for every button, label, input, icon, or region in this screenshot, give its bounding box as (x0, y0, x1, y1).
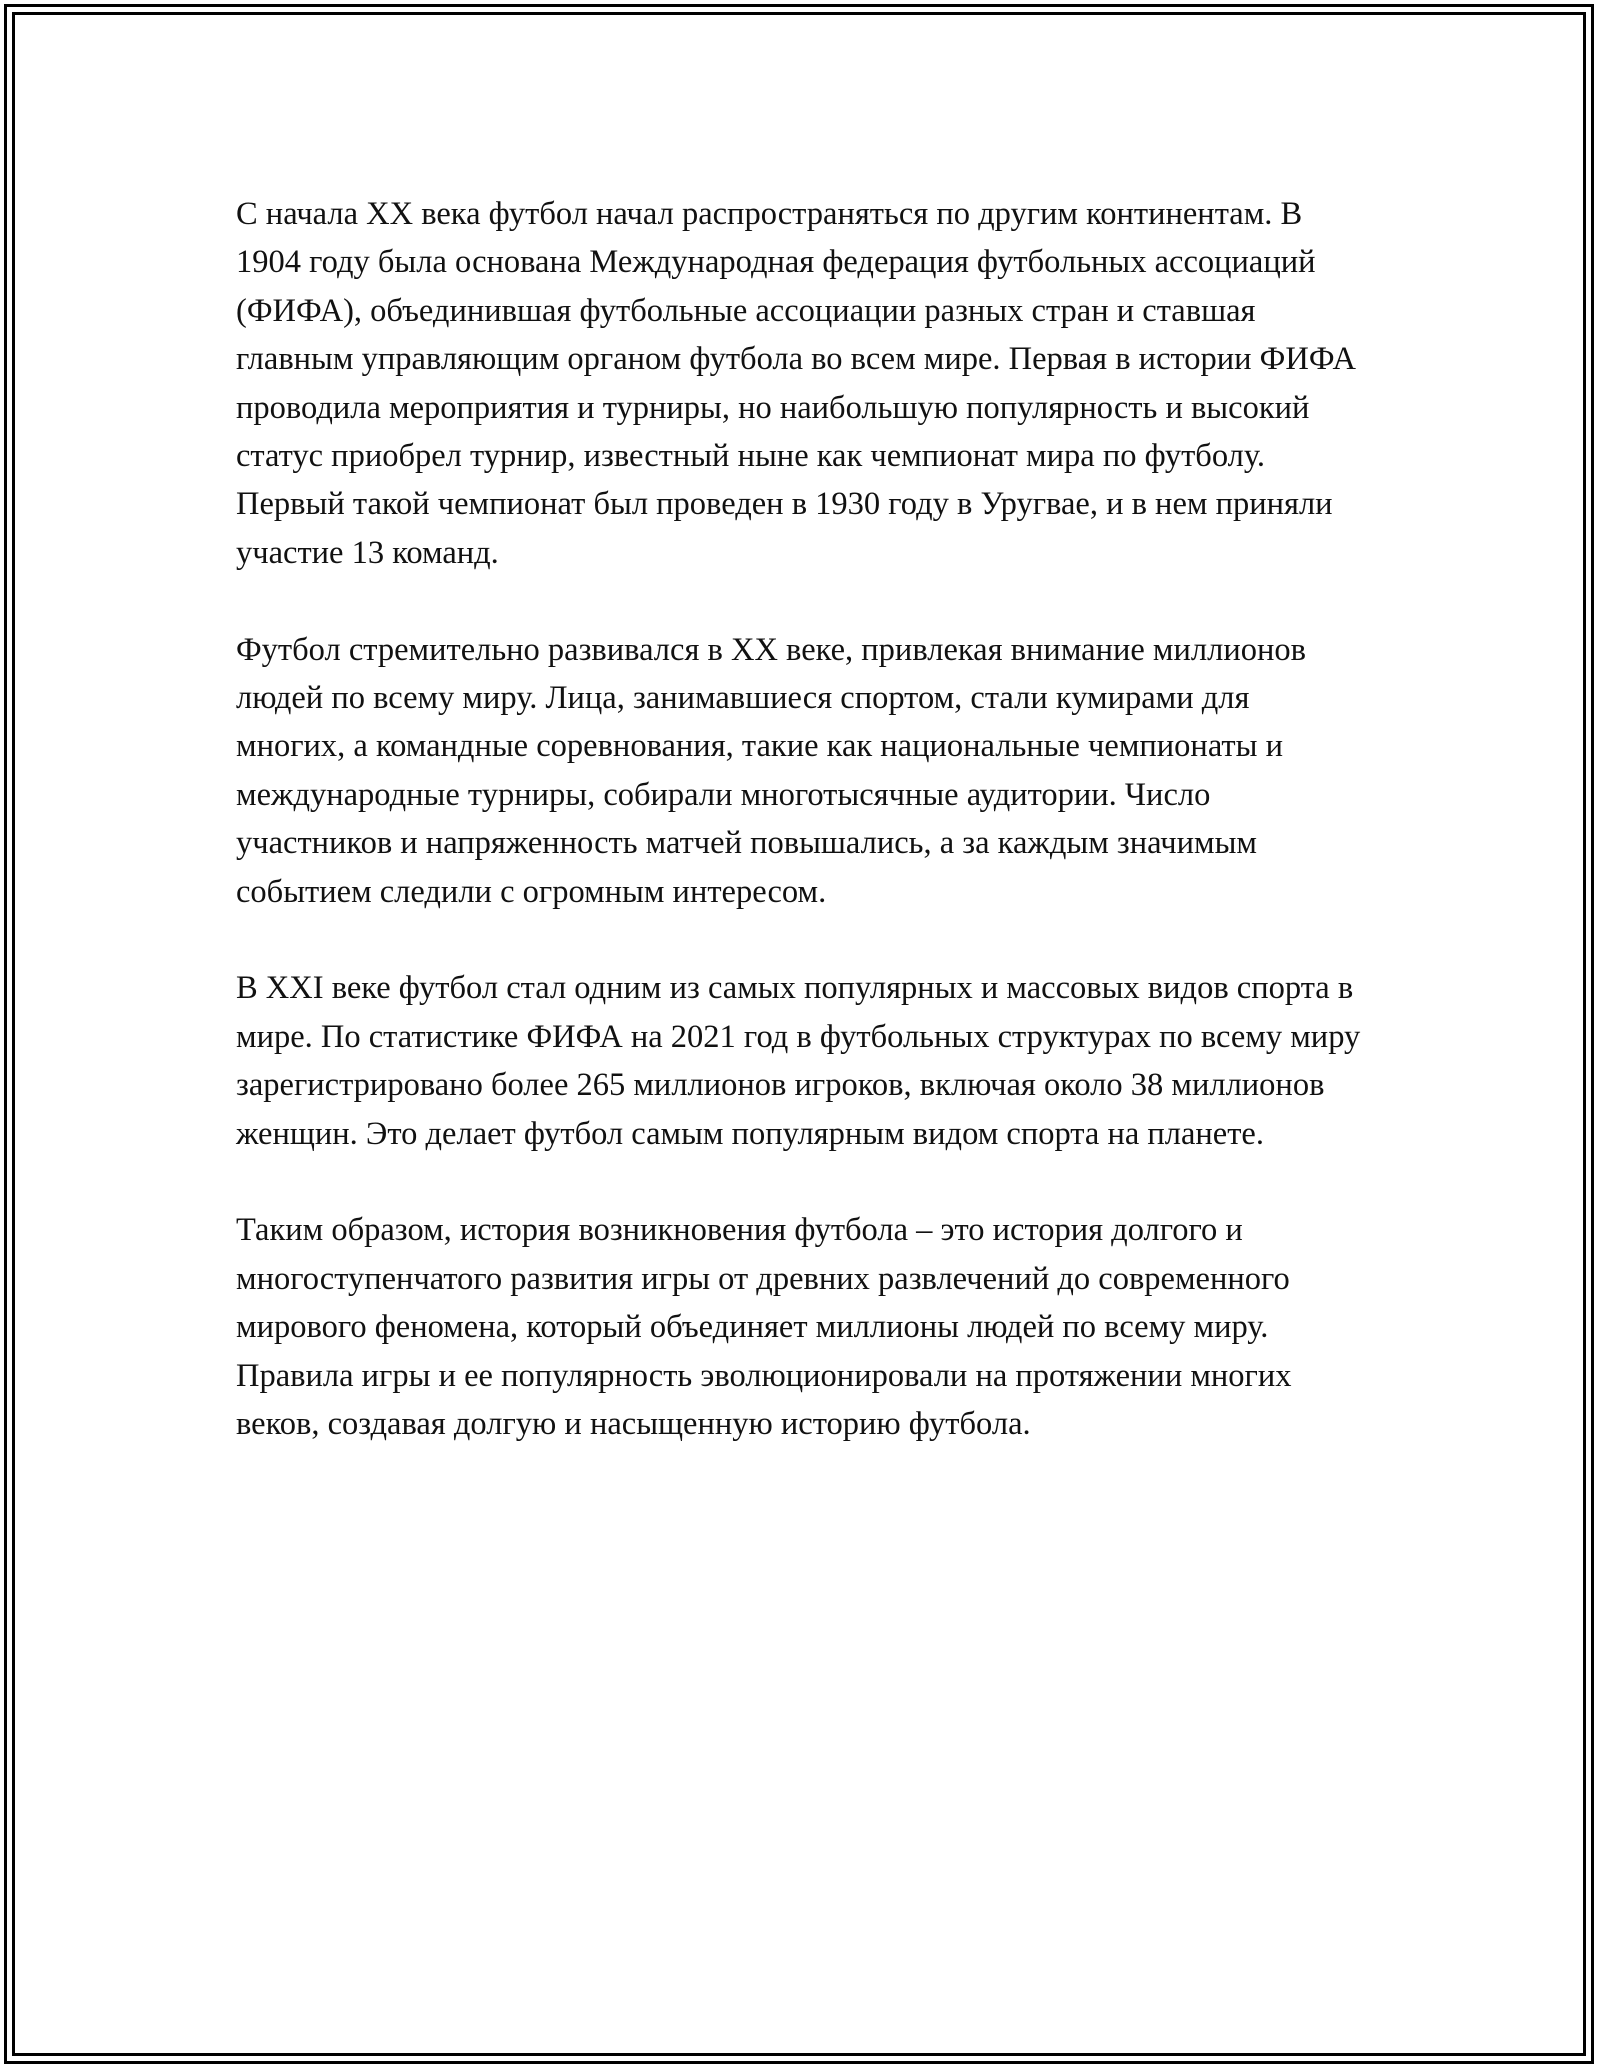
paragraph-3: В XXI веке футбол стал одним из самых популярных и массовых видов спорта в мире. По статистике ФИФА на 2021 год в футбольных структурах по всему миру зарегистрировано более 265 миллионов игроков, включая около 38 миллионов женщин. Это делает футбол самым популярным видом спорта на планете. (236, 970, 1361, 1152)
paragraph-2: Футбол стремительно развивался в XX веке, привлекая внимание миллионов людей по всему миру. Лица, занимавшиеся спортом, стали кумирами для многих, а командные соревнования, такие как национальные чемпионаты и международные турниры, собирали многотысячные аудитории. Число участников и напряженность матчей повышались, а за каждым значимым событием следили с огромным интересом. (236, 631, 1306, 910)
document-body (236, 190, 1366, 1497)
paragraph-1: С начала XX века футбол начал распространяться по другим континентам. В 1904 году была основана Международная федерация футбольных ассоциаций (ФИФА), объединившая футбольные ассоциации разных стран и ставшая главным управляющим органом футбола во всем мире. Первая в истории ФИФА проводила мероприятия и турниры, но наибольшую популярность и высокий статус приобрел турнир, известный ныне как чемпионат мира по футболу. Первый такой чемпионат был проведен в 1930 году в Уругвае, и в нем приняли участие 13 команд. (236, 196, 1356, 571)
paragraph-4: Таким образом, история возникновения футбола – это история долгого и многоступенчатого развития игры от древних развлечений до современного мирового феномена, который объединяет миллионы людей по всему миру. Правила игры и ее популярность эволюционировали на протяжении многих веков, создавая долгую и насыщенную историю футбола. (236, 1212, 1292, 1443)
